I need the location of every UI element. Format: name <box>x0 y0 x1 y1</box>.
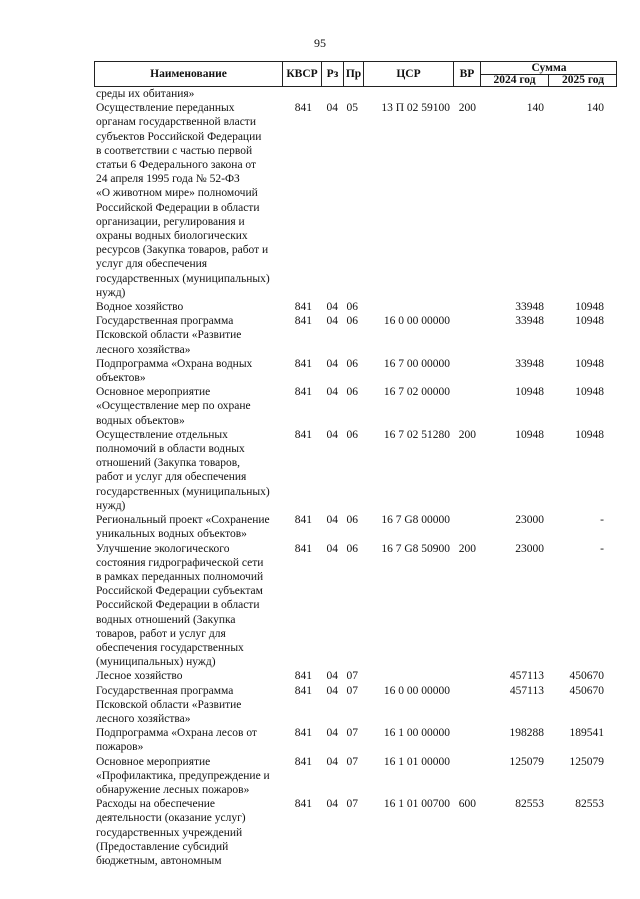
name-line: Государственная программа <box>96 684 234 697</box>
kvsr-cell: 841 <box>294 102 312 115</box>
sum-2024-cell: 23000 <box>515 514 544 527</box>
name-line: Основное мероприятие <box>96 755 211 768</box>
name-line: Улучшение экологического <box>96 542 230 555</box>
column-header-vr: ВР <box>454 62 481 86</box>
table-body <box>96 87 616 868</box>
name-line: Российской Федерации субъектам <box>96 585 263 598</box>
table-row <box>96 542 616 670</box>
name-line: органам государственной власти <box>96 116 256 129</box>
csr-cell: 16 1 01 00000 <box>383 755 450 768</box>
kvsr-cell: 841 <box>294 386 312 399</box>
name-line: Осуществление отдельных <box>96 428 228 441</box>
rz-cell: 04 <box>326 670 338 683</box>
pr-cell: 07 <box>346 755 358 768</box>
name-line: нужд) <box>96 499 126 512</box>
column-header-name: Наименование <box>95 62 283 86</box>
table-row <box>96 385 616 428</box>
name-line: организации, регулирования и <box>96 215 245 228</box>
csr-cell: 16 7 00 00000 <box>383 357 450 370</box>
sum-2024-cell: 10948 <box>515 428 544 441</box>
name-cell <box>96 300 284 314</box>
name-cell <box>96 684 284 727</box>
sum-2024-cell: 10948 <box>515 386 544 399</box>
csr-cell: 16 7 G8 50900 <box>381 542 450 555</box>
name-line: лесного хозяйства» <box>96 343 191 356</box>
name-line: (муниципальных) нужд) <box>96 656 216 669</box>
rz-cell: 04 <box>326 755 338 768</box>
column-header-sum: Сумма <box>481 62 617 75</box>
rz-cell: 04 <box>326 428 338 441</box>
rz-cell: 04 <box>326 102 338 115</box>
name-line: государственных (муниципальных) <box>96 272 270 285</box>
csr-cell: 16 7 G8 00000 <box>381 514 450 527</box>
pr-cell: 06 <box>346 514 358 527</box>
table-row <box>96 357 616 385</box>
csr-cell: 16 0 00 00000 <box>383 684 450 697</box>
column-header-2024: 2024 год <box>481 74 549 86</box>
column-header-rz: Рз <box>322 62 344 86</box>
table-row <box>96 314 616 357</box>
sum-2025-cell: 10948 <box>575 315 604 328</box>
sum-2025-cell: 82553 <box>575 798 604 811</box>
name-cell <box>96 101 284 300</box>
pr-cell: 06 <box>346 301 358 314</box>
name-line: отношений (Закупка товаров, <box>96 457 241 470</box>
name-line: охраны водных биологических <box>96 230 248 243</box>
pr-cell: 07 <box>346 684 358 697</box>
csr-cell: 16 7 02 51280 <box>383 428 450 441</box>
kvsr-cell: 841 <box>294 428 312 441</box>
sum-2024-cell: 140 <box>526 102 544 115</box>
sum-2024-cell: 198288 <box>509 727 544 740</box>
name-line: субъектов Российской Федерации <box>96 130 262 143</box>
sum-2025-cell: 189541 <box>569 727 604 740</box>
name-line: водных объектов» <box>96 414 185 427</box>
name-line: «О животном мире» полномочий <box>96 187 258 200</box>
name-line: Расходы на обеспечение <box>96 798 215 811</box>
name-line: деятельности (оказание услуг) <box>96 812 246 825</box>
name-line: Региональный проект «Сохранение <box>96 514 270 527</box>
name-line: работ и услуг для обеспечения <box>96 471 247 484</box>
sum-2025-cell: 10948 <box>575 386 604 399</box>
sum-2024-cell: 125079 <box>509 755 544 768</box>
pr-cell: 07 <box>346 798 358 811</box>
table-row <box>96 101 616 300</box>
sum-2024-cell: 457113 <box>509 684 544 697</box>
name-line: Государственная программа <box>96 315 234 328</box>
sum-2024-cell: 23000 <box>515 542 544 555</box>
kvsr-cell: 841 <box>294 798 312 811</box>
vr-cell: 600 <box>458 798 476 811</box>
rz-cell: 04 <box>326 727 338 740</box>
name-cell <box>96 314 284 357</box>
table-row <box>96 428 616 513</box>
vr-cell: 200 <box>458 542 476 555</box>
name-cell <box>96 513 284 541</box>
page-number: 95 <box>314 36 326 50</box>
pr-cell: 06 <box>346 315 358 328</box>
rz-cell: 04 <box>326 684 338 697</box>
pr-cell: 06 <box>346 386 358 399</box>
table-row <box>96 669 616 683</box>
csr-cell: 16 1 01 00700 <box>383 798 450 811</box>
table-row <box>96 300 616 314</box>
table-row <box>96 726 616 754</box>
name-cell <box>96 385 284 428</box>
name-line: Основное мероприятие <box>96 386 211 399</box>
kvsr-cell: 841 <box>294 727 312 740</box>
sum-2025-cell: 140 <box>586 102 604 115</box>
csr-cell: 16 1 00 00000 <box>383 727 450 740</box>
name-line: Подпрограмма «Охрана водных <box>96 357 253 370</box>
name-line: пожаров» <box>96 741 144 754</box>
name-line: Псковской области «Развитие <box>96 698 242 711</box>
name-line: нужд) <box>96 286 126 299</box>
sum-2025-cell: 10948 <box>575 301 604 314</box>
name-cell <box>96 669 284 683</box>
sum-2024-cell: 33948 <box>515 315 544 328</box>
kvsr-cell: 841 <box>294 301 312 314</box>
column-header-2025: 2025 год <box>561 74 605 86</box>
name-line: бюджетным, автономным <box>96 854 222 867</box>
name-line: Осуществление переданных <box>96 102 235 115</box>
name-line: товаров, работ и услуг для <box>96 627 226 640</box>
pr-cell: 05 <box>346 102 358 115</box>
name-line: (Предоставление субсидий <box>96 840 229 853</box>
csr-cell: 16 7 02 00000 <box>383 386 450 399</box>
name-cell <box>96 357 284 385</box>
rz-cell: 04 <box>326 514 338 527</box>
rz-cell: 04 <box>326 357 338 370</box>
name-line: водных отношений (Закупка <box>96 613 236 626</box>
rz-cell: 04 <box>326 301 338 314</box>
name-line: государственных учреждений <box>96 826 243 839</box>
name-line: обеспечения государственных <box>96 641 244 654</box>
pr-cell: 06 <box>346 542 358 555</box>
sum-2025-cell: - <box>600 542 604 555</box>
pr-cell: 06 <box>346 357 358 370</box>
kvsr-cell: 841 <box>294 670 312 683</box>
kvsr-cell: 841 <box>294 542 312 555</box>
csr-cell: 16 0 00 00000 <box>383 315 450 328</box>
name-line: в соответствии с частью первой <box>96 144 253 157</box>
pr-cell: 06 <box>346 428 358 441</box>
sum-2025-cell: 450670 <box>569 670 604 683</box>
pr-cell: 07 <box>346 670 358 683</box>
vr-cell: 200 <box>458 102 476 115</box>
pr-cell: 07 <box>346 727 358 740</box>
name-line: уникальных водных объектов» <box>96 528 247 541</box>
name-line: полномочий в области водных <box>96 443 245 456</box>
name-line: Подпрограмма «Охрана лесов от <box>96 727 257 740</box>
table-row <box>96 684 616 727</box>
rz-cell: 04 <box>326 798 338 811</box>
name-cell <box>96 726 284 754</box>
sum-2024-cell: 33948 <box>515 357 544 370</box>
name-line: Псковской области «Развитие <box>96 329 242 342</box>
csr-cell: 13 П 02 59100 <box>381 102 450 115</box>
name-line: среды их обитания» <box>96 88 195 100</box>
column-header-pr: Пр <box>344 62 364 86</box>
sum-2025-cell: 10948 <box>575 357 604 370</box>
column-header-kvsr: КВСР <box>283 62 322 86</box>
name-line: «Профилактика, предупреждение и <box>96 769 270 782</box>
sum-2025-cell: 10948 <box>575 428 604 441</box>
name-line: государственных (муниципальных) <box>96 485 270 498</box>
table-row <box>96 755 616 798</box>
sum-2025-cell: 125079 <box>569 755 604 768</box>
name-cell <box>96 87 284 101</box>
name-line: Водное хозяйство <box>96 301 184 314</box>
kvsr-cell: 841 <box>294 684 312 697</box>
table-header <box>94 61 617 87</box>
name-line: объектов» <box>96 372 146 385</box>
rz-cell: 04 <box>326 315 338 328</box>
table-row <box>96 797 616 868</box>
kvsr-cell: 841 <box>294 755 312 768</box>
kvsr-cell: 841 <box>294 514 312 527</box>
name-line: Лесное хозяйство <box>96 670 183 683</box>
name-line: услуг для обеспечения <box>96 258 208 271</box>
column-header-csr: ЦСР <box>364 62 454 86</box>
sum-2024-cell: 457113 <box>509 670 544 683</box>
column-header-sum-group <box>481 62 617 86</box>
sum-2024-cell: 82553 <box>515 798 544 811</box>
name-line: ресурсов (Закупка товаров, работ и <box>96 244 269 257</box>
sum-2024-cell: 33948 <box>515 301 544 314</box>
name-cell <box>96 428 284 513</box>
sum-2025-cell: - <box>600 514 604 527</box>
name-line: обнаружение лесных пожаров» <box>96 783 250 796</box>
sum-2025-cell: 450670 <box>569 684 604 697</box>
table-row <box>96 87 616 101</box>
table-row <box>96 513 616 541</box>
name-line: Российской Федерации в области <box>96 201 260 214</box>
name-line: Российской Федерации в области <box>96 599 260 612</box>
kvsr-cell: 841 <box>294 315 312 328</box>
name-line: «Осуществление мер по охране <box>96 400 251 413</box>
name-cell <box>96 797 284 868</box>
rz-cell: 04 <box>326 386 338 399</box>
name-line: состояния гидрографической сети <box>96 556 264 569</box>
rz-cell: 04 <box>326 542 338 555</box>
name-cell <box>96 755 284 798</box>
name-line: 24 апреля 1995 года № 52-ФЗ <box>96 173 240 186</box>
name-cell <box>96 542 284 670</box>
vr-cell: 200 <box>458 428 476 441</box>
kvsr-cell: 841 <box>294 357 312 370</box>
name-line: статьи 6 Федерального закона от <box>96 159 257 172</box>
name-line: лесного хозяйства» <box>96 712 191 725</box>
name-line: в рамках переданных полномочий <box>96 570 264 583</box>
